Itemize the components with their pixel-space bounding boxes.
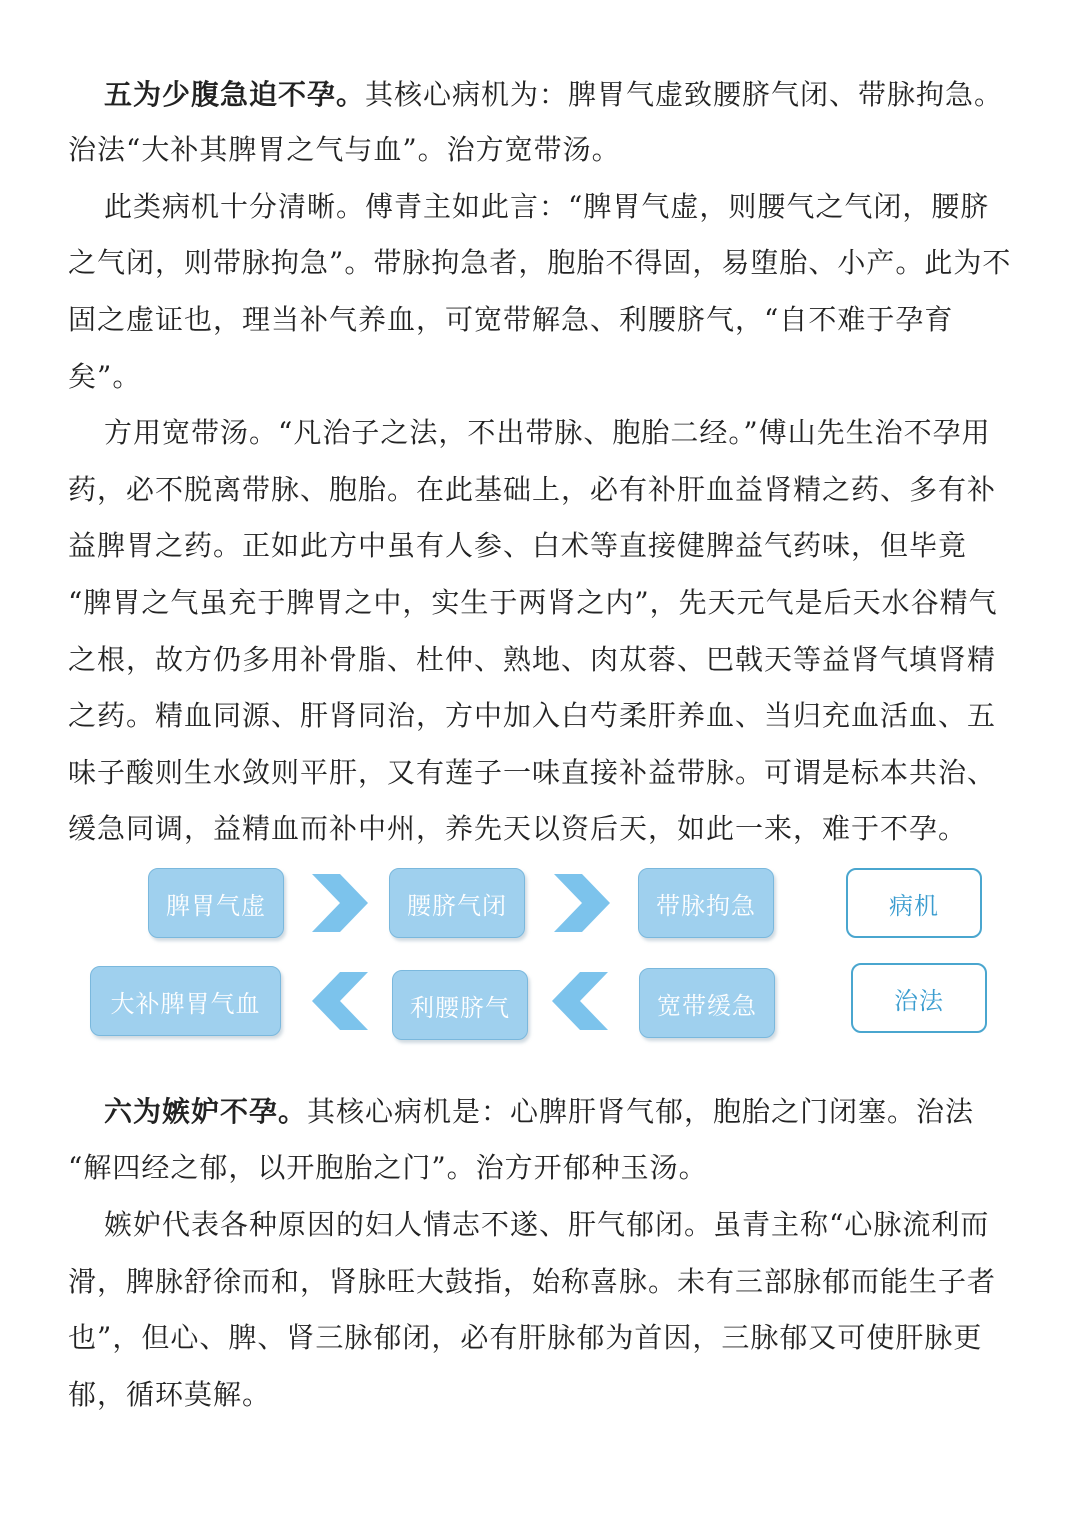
para1-line: 之气闭，则带脉拘急”。带脉拘急者，胞胎不得固，易堕胎、小产。此为不 (68, 246, 1012, 279)
para2-line: 缓急同调，益精血而补中州，养先天以资后天，如此一来，难于不孕。 (68, 812, 968, 845)
label-pathogenesis: 病机 (846, 868, 982, 938)
para1-line: 矣”。 (68, 360, 142, 393)
chevron-right-icon (552, 872, 612, 934)
label-treatment: 治法 (851, 963, 987, 1033)
flow-box-treatment-3: 宽带缓急 (639, 968, 775, 1038)
para2-line: 之药。精血同源、肝肾同治，方中加入白芍柔肝养血、当归充血活血、五 (68, 699, 997, 732)
para1-line: 固之虚证也，理当补气养血，可宽带解急、利腰脐气，“自不难于孕育 (68, 303, 954, 336)
para2-line: “脾胃之气虽充于脾胃之中，实生于两肾之内”，先天元气是后天水谷精气 (68, 586, 998, 619)
section5-heading: 五为少腹急迫不孕。 (104, 78, 366, 111)
section5-line2: 治法“大补其脾胃之气与血”。治方宽带汤。 (68, 133, 621, 166)
section5-heading-line (104, 75, 1003, 115)
flow-box-pathogenesis-3: 带脉拘急 (638, 868, 774, 938)
chevron-left-icon (310, 970, 370, 1032)
para1-line: 此类病机十分清晰。傅青主如此言：“脾胃气虚，则腰气之气闭，腰脐 (104, 190, 990, 223)
para3-line: 也”，但心、脾、肾三脉郁闭，必有肝脉郁为首因，三脉郁又可使肝脉更 (68, 1321, 983, 1354)
section6-heading: 六为嫉妒不孕。 (104, 1095, 308, 1128)
flow-box-pathogenesis-1: 脾胃气虚 (148, 868, 284, 938)
para2-line: 味子酸则生水敛则平肝，又有莲子一味直接补益带脉。可谓是标本共治、 (68, 756, 997, 789)
section5-heading-rest: 其核心病机为：脾胃气虚致腰脐气闭、带脉拘急。 (365, 78, 1004, 111)
section6-line2: “解四经之郁，以开胞胎之门”。治方开郁种玉汤。 (68, 1151, 708, 1184)
para3-line: 郁，循环莫解。 (68, 1378, 272, 1411)
para3-line: 嫉妒代表各种原因的妇人情志不遂、肝气郁闭。虽青主称“心脉流利而 (104, 1208, 990, 1241)
para2-line: 方用宽带汤。“凡治子之法，不出带脉、胞胎二经。”傅山先生治不孕用 (104, 416, 991, 449)
section6-heading-rest: 其核心病机是：心脾肝肾气郁，胞胎之门闭塞。治法 (307, 1095, 975, 1128)
para3-line: 滑，脾脉舒徐而和，肾脉旺大鼓指，始称喜脉。未有三部脉郁而能生子者 (68, 1265, 997, 1298)
flow-box-treatment-2: 利腰脐气 (392, 970, 528, 1040)
flow-box-pathogenesis-2: 腰脐气闭 (389, 868, 525, 938)
chevron-right-icon (310, 872, 370, 934)
flow-box-treatment-1: 大补脾胃气血 (90, 966, 281, 1036)
para2-line: 益脾胃之药。正如此方中虽有人参、白术等直接健脾益气药味，但毕竟 (68, 529, 968, 562)
para2-line: 之根，故方仍多用补骨脂、杜仲、熟地、肉苁蓉、巴戟天等益肾气填肾精 (68, 643, 997, 676)
section6-heading-line (104, 1092, 974, 1132)
chevron-left-icon (550, 970, 610, 1032)
para2-line: 药，必不脱离带脉、胞胎。在此基础上，必有补肝血益肾精之药、多有补 (68, 473, 997, 506)
